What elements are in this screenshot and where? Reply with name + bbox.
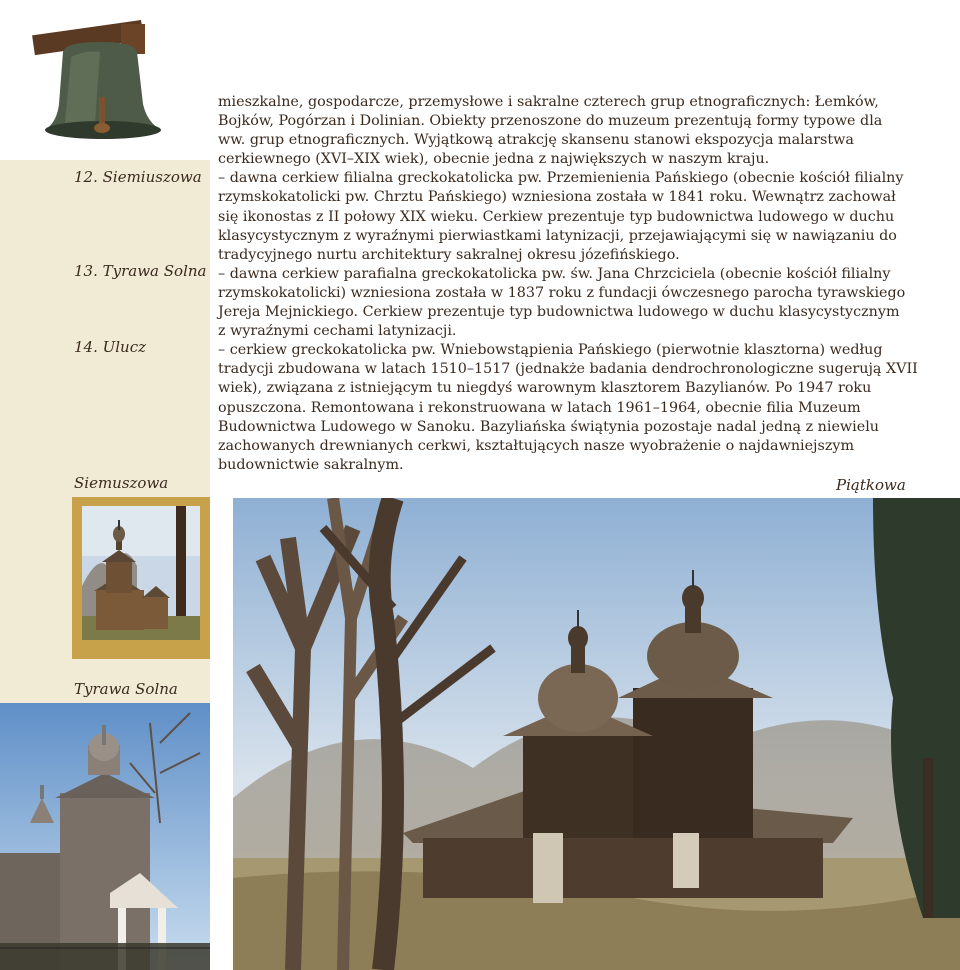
text-line: rzymskokatolicki pw. Chrztu Pańskiego) wzniesiona została w 1841 roku. Wewnątrz zachował xyxy=(218,189,896,206)
text-line: Jereja Mejnickiego. Cerkiew prezentuje typ budownictwa ludowego w duchu klasycystycznym xyxy=(218,304,900,321)
caption-tyrawa: Tyrawa Solna xyxy=(74,680,178,698)
text-line: zachowanych drewnianych cerkwi, kształtujących nasze wyobrażenie o najdawniejszym xyxy=(218,437,854,454)
caption-piatkowa: Piątkowa xyxy=(836,476,906,494)
text-line: tradycji zbudowana w latach 1510–1517 (jednakże badania dendrochronologiczne sugerują XVII xyxy=(218,361,918,378)
body-text xyxy=(218,93,918,475)
text-line: – cerkiew greckokatolicka pw. Wniebowstąpienia Pańskiego (pierwotnie klasztorna) według xyxy=(218,342,883,359)
entry-label-14: 14. Ulucz xyxy=(74,338,147,356)
text-line: Budownictwa Ludowego w Sanoku. Bazyliańska świątynia pozostaje nadal jedną z niewielu xyxy=(218,418,879,435)
text-line: rzymskokatolicki) wzniesiona została w 1837 roku z fundacji ówczesnego parocha tyrawskiego xyxy=(218,284,906,301)
piatkowa-church-photo xyxy=(233,498,960,970)
text-line: klasycystycznym z wyraźnymi pierwiastkami latynizacji, przejawiającymi się w nawiązaniu do xyxy=(218,227,897,244)
caption-siemuszowa: Siemuszowa xyxy=(74,474,169,492)
text-line: z wyraźnymi cechami latynizacji. xyxy=(218,323,457,340)
text-line: mieszkalne, gospodarcze, przemysłowe i sakralne czterech grup etnograficznych: Łemków, xyxy=(218,94,879,110)
entry-label-12: 12. Siemiuszowa xyxy=(74,168,202,186)
text-line: – dawna cerkiew parafialna greckokatolicka pw. św. Jana Chrzciciela (obecnie kościół filialny xyxy=(218,265,891,282)
entry-label-13: 13. Tyrawa Solna xyxy=(74,262,207,280)
text-line: się ikonostas z II połowy XIX wieku. Cerkiew prezentuje typ budownictwa ludowego w duchu xyxy=(218,208,895,225)
bell-photo xyxy=(25,12,175,147)
text-line: tradycyjnego nurtu architektury sakralnej okresu józefińskiego. xyxy=(218,246,680,263)
text-line: wiek), związana z istniejącym tu niegdyś warownym klasztorem Bazylianów. Po 1947 roku xyxy=(218,380,872,397)
text-line: – dawna cerkiew filialna greckokatolicka pw. Przemienienia Pańskiego (obecnie kościół filialny xyxy=(218,170,904,187)
text-line: ww. grup etnograficznych. Wyjątkową atrakcję skansenu stanowi ekspozycja malarstwa xyxy=(218,132,854,149)
text-line: budownictwie sakralnym. xyxy=(218,456,404,473)
text-line: cerkiewnego (XVI–XIX wiek), obecnie jedna z największych w naszym kraju. xyxy=(218,151,770,168)
text-line: Bojków, Pogórzan i Dolinian. Obiekty przenoszone do muzeum prezentują formy typowe dla xyxy=(218,113,883,130)
tyrawa-church-photo xyxy=(0,703,210,970)
text-line: opuszczona. Remontowana i rekonstruowana w latach 1961–1964, obecnie filia Muzeum xyxy=(218,399,861,416)
siemuszowa-church-photo xyxy=(82,506,200,640)
